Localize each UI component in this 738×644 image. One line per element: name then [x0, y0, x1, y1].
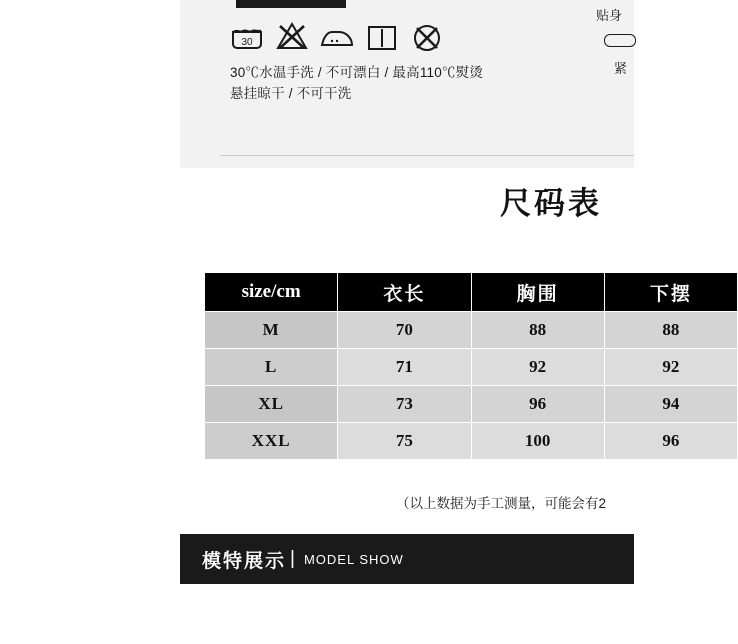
cell-bust: 92	[471, 349, 604, 386]
model-show-title-en: MODEL SHOW	[303, 551, 404, 567]
cell-length: 70	[338, 312, 471, 349]
cell-hem: 96	[604, 423, 737, 460]
cell-length: 73	[338, 386, 471, 423]
fit-pill-icon	[604, 34, 636, 47]
model-show-banner	[180, 534, 634, 584]
size-chart-title: 尺码表	[500, 186, 602, 221]
model-show-title-cn: 模特展示	[202, 550, 287, 572]
no-dry-clean-icon	[410, 20, 444, 54]
bottom-white-strip	[180, 584, 634, 644]
left-white-margin	[0, 0, 180, 644]
cell-hem: 94	[604, 386, 737, 423]
size-chart-table-wrapper	[204, 272, 692, 460]
table-row	[205, 423, 738, 460]
cell-hem: 92	[604, 349, 737, 386]
no-bleach-icon	[275, 20, 309, 54]
right-fragment-label-2: 紧	[614, 61, 628, 76]
black-accent-bar	[236, 0, 346, 8]
care-text-line1: 30℃水温手洗 / 不可漂白 / 最高110℃熨烫	[230, 65, 484, 80]
line-dry-icon	[365, 20, 399, 54]
cell-size: XL	[205, 386, 338, 423]
svg-text:30: 30	[241, 37, 253, 48]
hand-wash-30-icon	[230, 20, 264, 54]
care-instructions-panel	[180, 0, 634, 168]
cell-size: XXL	[205, 423, 338, 460]
model-show-separator: |	[290, 548, 295, 569]
cell-bust: 88	[471, 312, 604, 349]
table-row	[205, 386, 738, 423]
iron-110-icon	[320, 20, 354, 54]
header-bust: 胸围	[471, 273, 604, 312]
header-length: 衣长	[338, 273, 471, 312]
cell-hem: 88	[604, 312, 737, 349]
care-text-line2: 悬挂晾干 / 不可干洗	[230, 86, 352, 101]
size-chart-body	[205, 312, 738, 460]
cell-bust: 100	[471, 423, 604, 460]
header-size: size/cm	[205, 273, 338, 312]
care-text-block	[230, 62, 483, 104]
cell-length: 75	[338, 423, 471, 460]
measurement-note: （以上数据为手工测量，可能会有2	[396, 496, 607, 511]
cell-size: L	[205, 349, 338, 386]
size-chart-table	[204, 272, 738, 460]
size-chart-head	[205, 273, 738, 312]
header-hem: 下摆	[604, 273, 737, 312]
cell-length: 71	[338, 349, 471, 386]
cell-size: M	[205, 312, 338, 349]
table-row	[205, 312, 738, 349]
table-header-row	[205, 273, 738, 312]
table-row	[205, 349, 738, 386]
right-fragment-label-1: 贴身	[596, 8, 623, 23]
section-divider	[220, 155, 634, 156]
cell-bust: 96	[471, 386, 604, 423]
care-symbol-row	[230, 20, 444, 54]
